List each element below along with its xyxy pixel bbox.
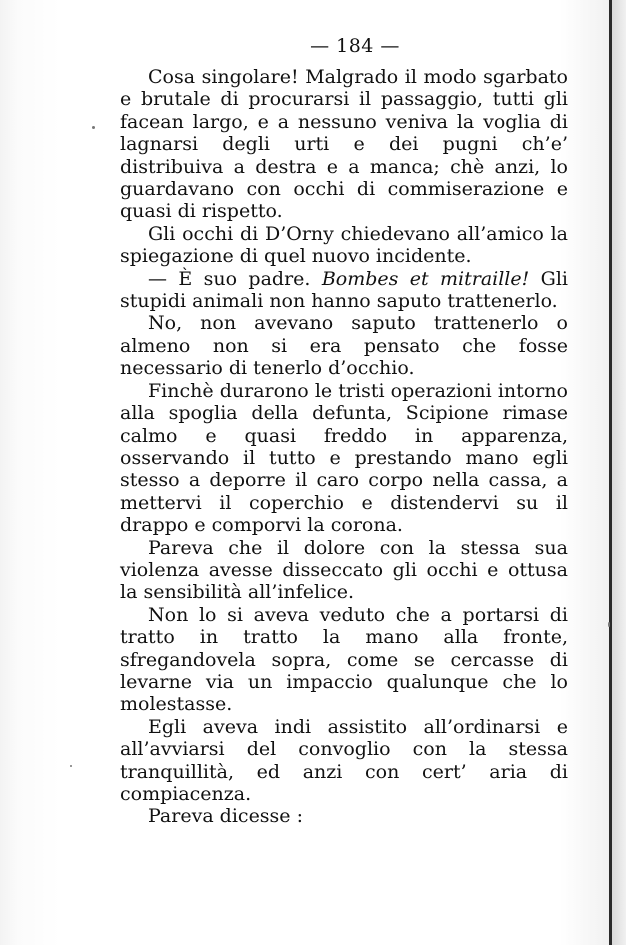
ink-speck: [92, 126, 95, 129]
paragraph: Pareva che il dolore con la stessa sua violenza avesse disseccato gli occhi e ottusa la sensibilità all’infelice.: [120, 536, 568, 604]
page-text: [120, 30, 568, 828]
dialogue-lead: — È suo padre.: [148, 267, 322, 290]
dialogue-exclamation: Bombes et mitraille!: [321, 267, 530, 290]
dialogue-trail: Gli stupidi animali non hanno saputo trattenerlo.: [120, 267, 568, 313]
paragraph: Pareva dicesse :: [148, 805, 303, 828]
paragraph: Gli occhi di D’Orny chiedevano all’amico la spiegazione di quel nuovo incidente.: [120, 222, 568, 268]
ink-speck: [70, 765, 72, 767]
paragraph: Finchè durarono le tristi operazioni intorno alla spoglia della defunta, Scipione rimase calmo e quasi freddo in apparenza, osservando il tutto e prestando mano egli stesso a deporre il caro corpo nella cassa, a mettervi il coperchio e distendervi su il drappo e comporvi la corona.: [120, 379, 568, 537]
paragraph: No, non avevano saputo trattenerlo o almeno non si era pensato che fosse necessario di tenerlo d’occhio.: [120, 312, 568, 380]
page-edge-line: [609, 0, 612, 945]
paragraph: Egli aveva indi assistito all’ordinarsi e all’avviarsi del convoglio con la stessa tranquillità, ed anzi con cert’ aria di compiacenza.: [120, 715, 568, 805]
paragraph: Cosa singolare! Malgrado il modo sgarbato e brutale di procurarsi il passaggio, tutti gli facean largo, e a nessuno veniva la voglia di lagnarsi degli urti e dei pugni ch’e’ distribuiva a destra e a manca; chè anzi, lo guardavano con occhi di commiserazione e quasi di rispetto.: [120, 66, 568, 223]
paragraph: Non lo si aveva veduto che a portarsi di tratto in tratto la mano alla fronte, sfregandovela sopra, come se cercasse di levarne via un impaccio qualunque che lo molestasse.: [120, 603, 568, 716]
page-number: — 184 —: [310, 35, 400, 57]
paragraph-dialogue: [120, 268, 568, 313]
binding-shadow: [612, 0, 626, 945]
ink-speck: [608, 622, 610, 627]
